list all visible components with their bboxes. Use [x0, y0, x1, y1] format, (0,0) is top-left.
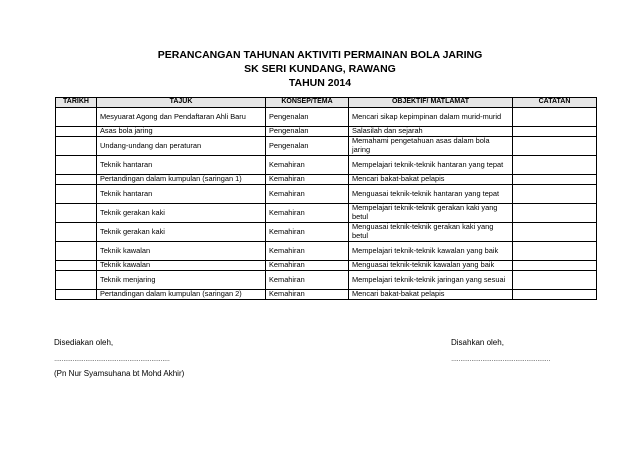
approved-by-label: Disahkan oleh, [451, 338, 504, 347]
activity-plan-table [55, 97, 597, 300]
cell-tarikh [56, 290, 97, 300]
cell-tarikh [56, 137, 97, 156]
document-title [0, 48, 640, 90]
table-row [56, 185, 597, 204]
cell-konsep: Kemahiran [266, 290, 349, 300]
cell-objektif: Mencari bakat-bakat pelapis [349, 175, 513, 185]
cell-objektif: Salasilah dan sejarah [349, 127, 513, 137]
cell-tajuk: Mesyuarat Agong dan Pendaftaran Ahli Baru [97, 108, 266, 127]
title-line-3: TAHUN 2014 [288, 77, 352, 89]
title-line-1: PERANCANGAN TAHUNAN AKTIVITI PERMAINAN BOLA JARING [157, 49, 483, 61]
cell-catatan [513, 175, 597, 185]
cell-objektif: Mempelajari teknik-teknik jaringan yang sesuai [349, 271, 513, 290]
cell-konsep: Kemahiran [266, 271, 349, 290]
cell-konsep: Kemahiran [266, 223, 349, 242]
cell-objektif: Mempelajari teknik-teknik gerakan kaki yang betul [349, 204, 513, 223]
table-row [56, 271, 597, 290]
cell-catatan [513, 108, 597, 127]
cell-objektif: Menguasai teknik-teknik hantaran yang tepat [349, 185, 513, 204]
header-catatan: CATATAN [513, 98, 597, 108]
cell-objektif: Memahami pengetahuan asas dalam bola jaring [349, 137, 513, 156]
cell-catatan [513, 156, 597, 175]
table-header-row [56, 98, 597, 108]
table-row [56, 175, 597, 185]
cell-objektif: Mempelajari teknik-teknik hantaran yang tepat [349, 156, 513, 175]
cell-tajuk: Teknik gerakan kaki [97, 204, 266, 223]
table-row [56, 108, 597, 127]
table-row [56, 127, 597, 137]
cell-tarikh [56, 175, 97, 185]
cell-tarikh [56, 204, 97, 223]
header-objektif: OBJEKTIF/ MATLAMAT [349, 98, 513, 108]
cell-catatan [513, 204, 597, 223]
cell-catatan [513, 290, 597, 300]
cell-tajuk: Teknik gerakan kaki [97, 223, 266, 242]
cell-tarikh [56, 108, 97, 127]
cell-objektif: Menguasai teknik-teknik kawalan yang baik [349, 261, 513, 271]
cell-objektif: Menguasai teknik-teknik gerakan kaki yang betul [349, 223, 513, 242]
cell-catatan [513, 137, 597, 156]
cell-konsep: Pengenalan [266, 108, 349, 127]
cell-tarikh [56, 223, 97, 242]
cell-konsep: Kemahiran [266, 204, 349, 223]
cell-konsep: Kemahiran [266, 185, 349, 204]
cell-tajuk: Pertandingan dalam kumpulan (saringan 1) [97, 175, 266, 185]
cell-tajuk: Asas bola jaring [97, 127, 266, 137]
cell-konsep: Kemahiran [266, 242, 349, 261]
header-tajuk: TAJUK [97, 98, 266, 108]
prepared-by-label: Disediakan oleh, [54, 338, 114, 347]
table-row [56, 223, 597, 242]
cell-objektif: Mempelajari teknik-teknik kawalan yang baik [349, 242, 513, 261]
cell-konsep: Pengenalan [266, 137, 349, 156]
cell-catatan [513, 127, 597, 137]
cell-catatan [513, 271, 597, 290]
cell-tarikh [56, 156, 97, 175]
prepared-by-name: (Pn Nur Syamsuhana bt Mohd Akhir) [54, 369, 185, 378]
table-row [56, 156, 597, 175]
cell-catatan [513, 261, 597, 271]
cell-tajuk: Teknik hantaran [97, 185, 266, 204]
cell-tajuk: Teknik kawalan [97, 242, 266, 261]
table-row [56, 137, 597, 156]
cell-tarikh [56, 261, 97, 271]
cell-tarikh [56, 185, 97, 204]
table-row [56, 242, 597, 261]
cell-objektif: Mencari sikap kepimpinan dalam murid-murid [349, 108, 513, 127]
cell-tajuk: Pertandingan dalam kumpulan (saringan 2) [97, 290, 266, 300]
header-tarikh: TARIKH [56, 98, 97, 108]
table-row [56, 261, 597, 271]
cell-konsep: Kemahiran [266, 156, 349, 175]
cell-objektif: Mencari bakat-bakat pelapis [349, 290, 513, 300]
header-konsep: KONSEP/TEMA [266, 98, 349, 108]
cell-tajuk: Teknik kawalan [97, 261, 266, 271]
cell-konsep: Kemahiran [266, 175, 349, 185]
cell-tarikh [56, 242, 97, 261]
cell-catatan [513, 185, 597, 204]
cell-konsep: Kemahiran [266, 261, 349, 271]
cell-tarikh [56, 127, 97, 137]
cell-catatan [513, 242, 597, 261]
cell-tajuk: Teknik menjaring [97, 271, 266, 290]
title-line-2: SK SERI KUNDANG, RAWANG [244, 63, 396, 75]
prepared-by-signature-line: ……………………………………………………… [54, 357, 170, 363]
cell-catatan [513, 223, 597, 242]
cell-tarikh [56, 271, 97, 290]
cell-tajuk: Undang-undang dan peraturan [97, 137, 266, 156]
cell-tajuk: Teknik hantaran [97, 156, 266, 175]
approved-by-signature-line: ……………………………………………… [451, 357, 550, 363]
table-row [56, 204, 597, 223]
table-row [56, 290, 597, 300]
cell-konsep: Pengenalan [266, 127, 349, 137]
